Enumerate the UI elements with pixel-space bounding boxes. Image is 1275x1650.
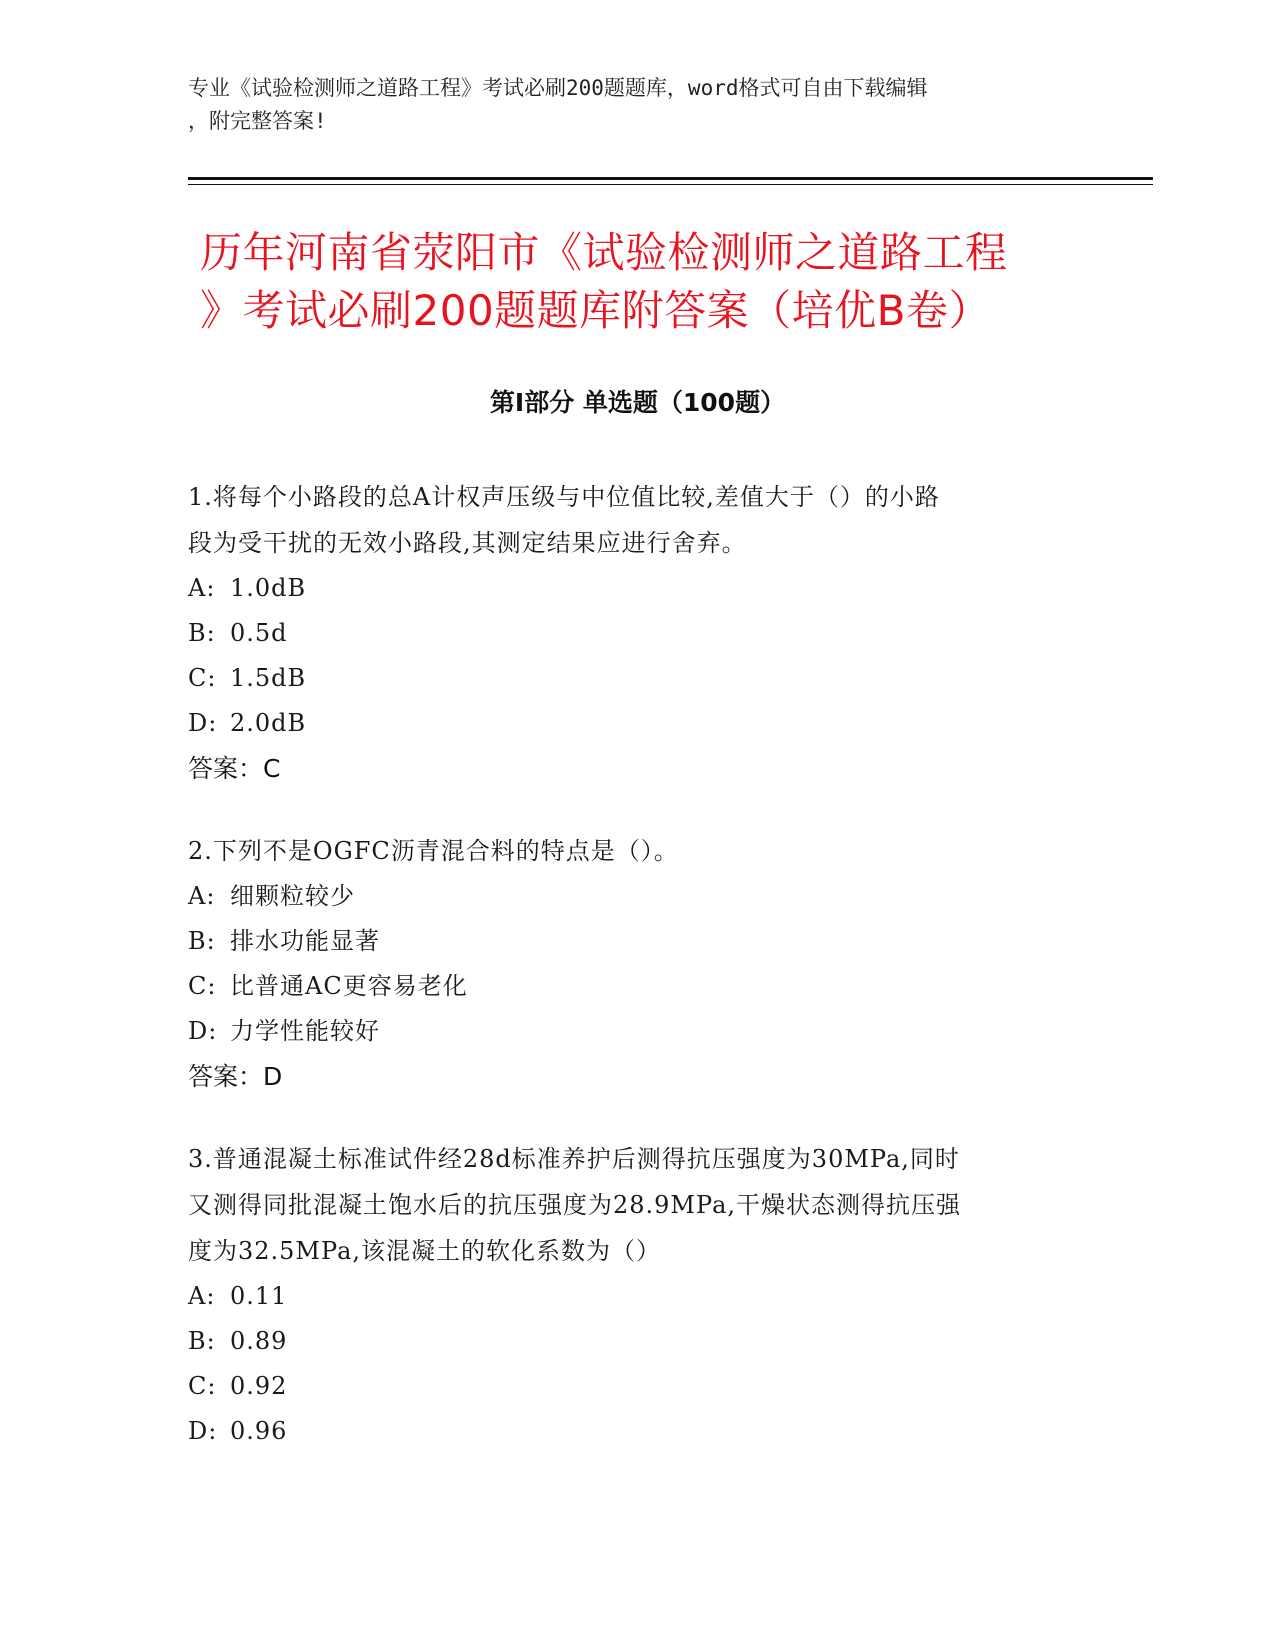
option-d: [188, 1409, 1088, 1454]
section-heading: 第I部分 单选题（100题）: [489, 388, 786, 417]
question-stem-line: 又测得同批混凝土饱水后的抗压强度为28.9MPa,干燥状态测得抗压强: [188, 1191, 962, 1219]
header-note-line: ，附完整答案!: [188, 109, 327, 133]
question-stem-line: 度为32.5MPa,该混凝土的软化系数为（）: [188, 1237, 662, 1265]
header-note-line: 专业《试验检测师之道路工程》考试必刷200题题库，word格式可自由下载编辑: [188, 76, 928, 100]
option-letter: B:: [188, 927, 216, 955]
option-list: [188, 1274, 1088, 1454]
option-letter: C:: [188, 972, 217, 1000]
option-text: 0.5d: [230, 619, 288, 647]
option-letter: D:: [188, 1017, 218, 1045]
option-letter: B:: [188, 1327, 216, 1355]
option-letter: A:: [188, 1282, 216, 1310]
option-d: [188, 701, 1088, 746]
question-stem: [188, 474, 1088, 566]
option-text: 2.0dB: [230, 709, 307, 737]
option-letter: A:: [188, 574, 216, 602]
option-text: 0.96: [230, 1417, 288, 1445]
option-text: 0.89: [230, 1327, 288, 1355]
question-stem-line: 1.将每个小路段的总A计权声压级与中位值比较,差值大于（）的小路: [188, 483, 940, 511]
option-text: 1.5dB: [230, 664, 307, 692]
question-2: [188, 828, 1088, 1100]
option-text: 排水功能显著: [230, 927, 380, 955]
option-letter: A:: [188, 882, 216, 910]
question-stem: [188, 1136, 1088, 1274]
option-c: [188, 964, 1088, 1009]
answer-line: 答案：D: [188, 1062, 283, 1091]
option-c: [188, 1364, 1088, 1409]
option-d: [188, 1009, 1088, 1054]
option-letter: C:: [188, 1372, 217, 1400]
question-stem-line: 3.普通混凝土标准试件经28d标准养护后测得抗压强度为30MPa,同时: [188, 1145, 960, 1173]
option-list: [188, 874, 1088, 1054]
document-title-line: 历年河南省荥阳市《试验检测师之道路工程: [200, 228, 1008, 277]
option-a: [188, 874, 1088, 919]
option-letter: D:: [188, 709, 218, 737]
option-a: [188, 1274, 1088, 1319]
header-note: [188, 72, 1068, 138]
option-letter: B:: [188, 619, 216, 647]
question-stem-line: 2.下列不是OGFC沥青混合料的特点是（）。: [188, 837, 679, 865]
question-stem: [188, 828, 1088, 874]
option-list: [188, 566, 1088, 746]
option-c: [188, 656, 1088, 701]
option-text: 力学性能较好: [230, 1017, 380, 1045]
option-text: 细颗粒较少: [230, 882, 355, 910]
option-text: 1.0dB: [230, 574, 307, 602]
document-title: [200, 224, 1100, 340]
option-letter: C:: [188, 664, 217, 692]
option-text: 0.92: [230, 1372, 288, 1400]
option-b: [188, 1319, 1088, 1364]
question-stem-line: 段为受干扰的无效小路段,其测定结果应进行舍弃。: [188, 529, 747, 557]
option-b: [188, 611, 1088, 656]
option-b: [188, 919, 1088, 964]
option-text: 比普通AC更容易老化: [230, 972, 468, 1000]
header-divider-thin: [188, 184, 1153, 185]
document-title-line: 》考试必刷200题题库附答案（培优B卷）: [200, 286, 991, 335]
question-1: [188, 474, 1088, 792]
option-a: [188, 566, 1088, 611]
header-divider-thick: [188, 177, 1153, 180]
question-3: [188, 1136, 1088, 1454]
answer-line: 答案：C: [188, 754, 281, 783]
option-letter: D:: [188, 1417, 218, 1445]
option-text: 0.11: [230, 1282, 288, 1310]
question-list: [188, 474, 1088, 1490]
